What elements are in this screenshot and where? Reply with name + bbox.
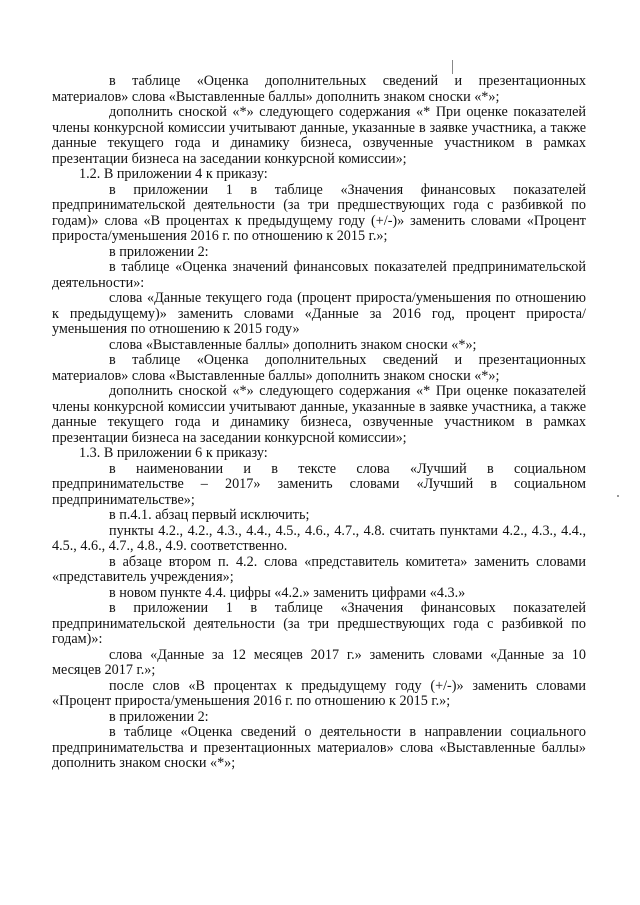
paragraph: в п.4.1. абзац первый исключить;	[109, 507, 310, 523]
section-heading: 1.3. В приложении 6 к приказу:	[79, 445, 268, 461]
paragraph: в абзаце втором п. 4.2. слова «представитель комитета» заменить словами «представитель учреждения»;	[52, 553, 586, 585]
paragraph: в приложении 1 в таблице «Значения финансовых показателей предпринимательской деятельности (за три предшествующих года с разбивкой по годам)» слова «В процентах к предыдущему году (+/-)» заменить словами «Процент прироста/уменьшения 2016 г. по отношению к 2015 г.»;	[52, 181, 586, 244]
paragraph: слова «Данные за 12 месяцев 2017 г.» заменить словами «Данные за 10 месяцев 2017 г.»;	[52, 646, 586, 678]
paragraph: пункты 4.2., 4.2., 4.3., 4.4., 4.5., 4.6., 4.7., 4.8. считать пунктами 4.2., 4.3., 4.4., 4.5., 4.6., 4.7., 4.8., 4.9. соответственно.	[52, 522, 586, 554]
paragraph: в таблице «Оценка сведений о деятельности в направлении социального предпринимательства и презентационных материалов» слова «Выставленные баллы» дополнить знаком сноски «*»;	[52, 724, 586, 771]
paragraph: дополнить сноской «*» следующего содержания «* При оценке показателей члены конкурсной комиссии учитывают данные, указанные в заявке участника, а также данные текущего года и динамику бизнеса, озвученные участником в рамках презентации бизнеса на заседании конкурсной комиссии»;	[52, 104, 586, 167]
scan-dot	[617, 495, 619, 497]
paragraph: в приложении 2:	[109, 243, 209, 260]
document-body	[52, 74, 586, 772]
scan-mark	[452, 60, 453, 74]
paragraph: слова «Данные текущего года (процент прироста/уменьшения по отношению к предыдущему)» заменить словами «Данные за 2016 год, процент прироста/уменьшения по отношению к 2015 году»	[52, 290, 586, 337]
paragraph: в новом пункте 4.4. цифры «4.2.» заменить цифрами «4.3.»	[109, 584, 466, 601]
paragraph: в таблице «Оценка дополнительных сведений и презентационных материалов» слова «Выставленные баллы» дополнить знаком сноски «*»;	[52, 73, 586, 105]
paragraph: дополнить сноской «*» следующего содержания «* При оценке показателей члены конкурсной комиссии учитывают данные, указанные в заявке участника, а также данные текущего года и динамику бизнеса, озвученные участником в рамках презентации бизнеса на заседании конкурсной комиссии»;	[52, 383, 586, 446]
paragraph: слова «Выставленные баллы» дополнить знаком сноски «*»;	[109, 336, 477, 353]
paragraph: в таблице «Оценка дополнительных сведений и презентационных материалов» слова «Выставленные баллы» дополнить знаком сноски «*»;	[52, 352, 586, 384]
paragraph: после слов «В процентах к предыдущему году (+/-)» заменить словами «Процент прироста/уменьшения 2016 г. по отношению к 2015 г.»;	[52, 677, 586, 709]
paragraph: в наименовании и в тексте слова «Лучший в социальном предпринимательстве – 2017» заменить словами «Лучший в социальном предпринимательстве»;	[52, 460, 586, 508]
paragraph: в приложении 1 в таблице «Значения финансовых показателей предпринимательской деятельности (за три предшествующих года с разбивкой по годам)»:	[52, 600, 586, 647]
paragraph: в приложении 2:	[109, 708, 209, 725]
paragraph: в таблице «Оценка значений финансовых показателей предпринимательской деятельности»:	[52, 259, 586, 291]
section-heading: 1.2. В приложении 4 к приказу:	[79, 166, 268, 182]
